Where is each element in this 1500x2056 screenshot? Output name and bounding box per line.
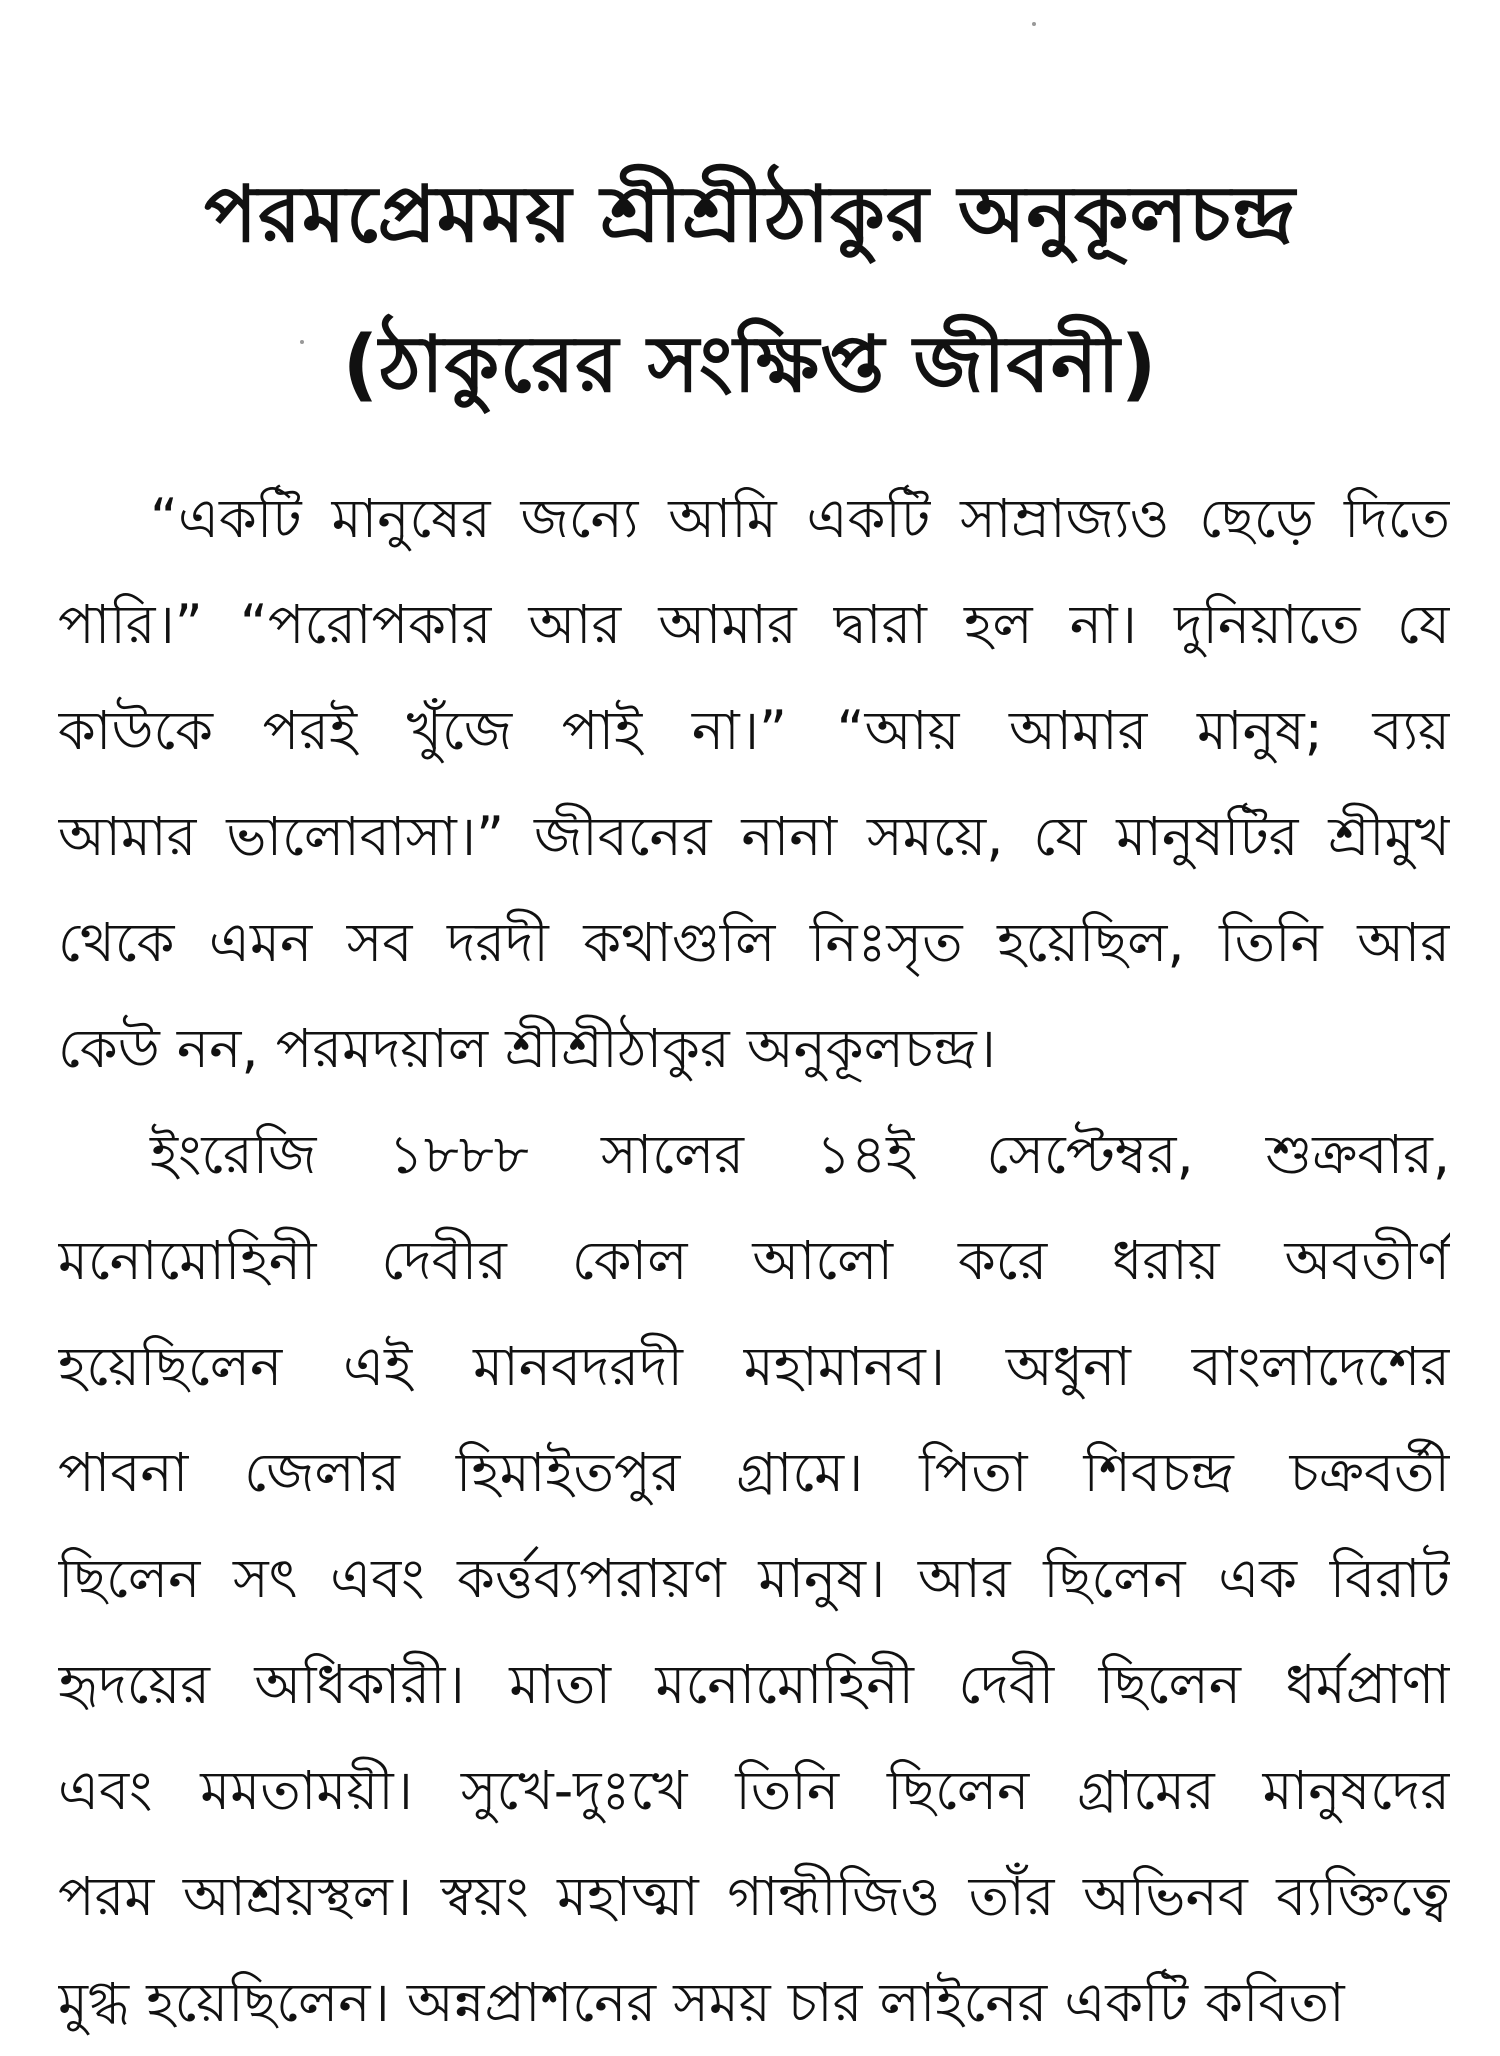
text-line: এবং মমতাময়ী। সুখে-দুঃখে তিনি ছিলেন গ্রামের মানুষদের xyxy=(58,1759,1450,1822)
body-text xyxy=(58,466,1450,2056)
scan-speck xyxy=(1032,22,1036,26)
text-line: মনোমোহিনী দেবীর কোল আলো করে ধরায় অবতীর্ণ xyxy=(58,1229,1450,1292)
text-line: থেকে এমন সব দরদী কথাগুলি নিঃসৃত হয়েছিল, তিনি আর xyxy=(58,911,1450,974)
text-line: কাউকে পরই খুঁজে পাই না।” “আয় আমার মানুষ; ব্যয় xyxy=(58,699,1450,762)
text-line: পরম আশ্রয়স্থল। স্বয়ং মহাত্মা গান্ধীজিও তাঁর অভিনব ব্যক্তিত্বে xyxy=(58,1865,1450,1928)
text-line: পাবনা জেলার হিমাইতপুর গ্রামে। পিতা শিবচন্দ্র চক্রবর্তী xyxy=(58,1441,1450,1504)
paragraph-1 xyxy=(58,466,1450,1102)
text-line: হয়েছিলেন এই মানবদরদী মহামানব। অধুনা বাংলাদেশের xyxy=(58,1335,1450,1398)
text-line: পারি।” “পরোপকার আর আমার দ্বারা হল না। দুনিয়াতে যে xyxy=(58,593,1450,656)
document-title xyxy=(60,140,1440,440)
text-line: হৃদয়ের অধিকারী। মাতা মনোমোহিনী দেবী ছিলেন ধর্মপ্রাণা xyxy=(58,1653,1450,1716)
text-line: ছিলেন সৎ এবং কর্ত্তব্যপরায়ণ মানুষ। আর ছিলেন এক বিরাট xyxy=(58,1547,1450,1610)
text-line: ইংরেজি ১৮৮৮ সালের ১৪ই সেপ্টেম্বর, শুক্রবার, xyxy=(150,1123,1450,1186)
title-main: পরমপ্রেমময় শ্রীশ্রীঠাকুর অনুকূলচন্দ্র xyxy=(204,170,1296,260)
text-line: “একটি মানুষের জন্যে আমি একটি সাম্রাজ্যও ছেড়ে দিতে xyxy=(150,487,1450,550)
text-line: আমার ভালোবাসা।” জীবনের নানা সময়ে, যে মানুষটির শ্রীমুখ xyxy=(58,805,1450,868)
title-subtitle: (ঠাকুরের সংক্ষিপ্ত জীবনী) xyxy=(342,320,1158,410)
paragraph-2 xyxy=(58,1102,1450,2056)
text-line: কেউ নন, পরমদয়াল শ্রীশ্রীঠাকুর অনুকূলচন্দ্র। xyxy=(58,1017,996,1080)
text-line: মুগ্ধ হয়েছিলেন। অন্নপ্রাশনের সময় চার লাইনের একটি কবিতা xyxy=(58,1971,1345,2034)
